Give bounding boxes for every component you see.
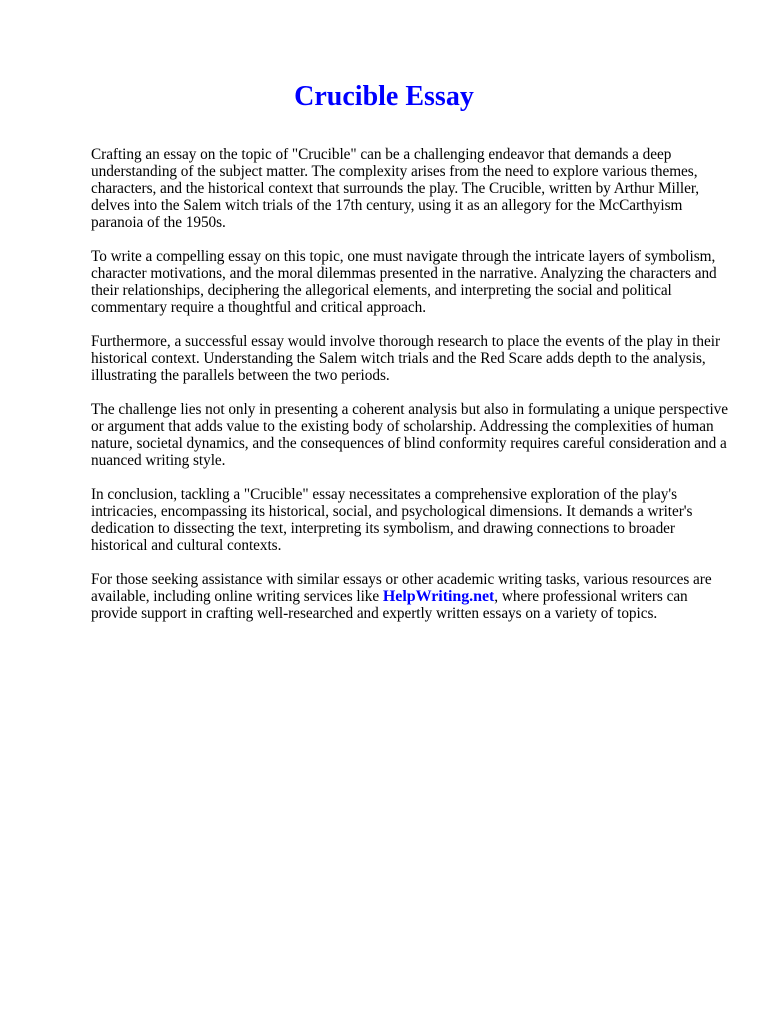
paragraph-1: Crafting an essay on the topic of "Crucible" can be a challenging endeavor that demands a deep understanding of the subject matter. The complexity arises from the need to explore various themes, characters, and the historical context that surrounds the play. The Crucible, written by Arthur Miller, delves into the Salem witch trials of the 17th century, using it as an allegory for the McCarthyism paranoia of the 1950s. <box>91 146 700 231</box>
paragraph-6-outro: , where professional writers can provide support in crafting well-researched and expertly written essays on a variety of topics. <box>91 588 688 622</box>
page-title: Crucible Essay <box>294 81 474 112</box>
paragraph-4: The challenge lies not only in presenting a coherent analysis but also in formulating a unique perspective or argument that adds value to the existing body of scholarship. Addressing the complexities of human nature, societal dynamics, and the consequences of blind conformity requires careful consideration and a nuanced writing style. <box>91 401 728 469</box>
paragraph-3: Furthermore, a successful essay would involve thorough research to place the events of the play in their historical context. Understanding the Salem witch trials and the Red Scare adds depth to the analysis, illustrating the parallels between the two periods. <box>91 333 721 384</box>
essay-body <box>91 146 731 639</box>
helpwriting-link[interactable]: HelpWriting.net <box>382 588 495 605</box>
paragraph-6 <box>91 571 731 622</box>
paragraph-5: In conclusion, tackling a "Crucible" essay necessitates a comprehensive exploration of the play's intricacies, encompassing its historical, social, and psychological dimensions. It demands a writer's dedication to dissecting the text, interpreting its symbolism, and drawing connections to broader historical and cultural contexts. <box>91 486 693 554</box>
paragraph-6-intro: For those seeking assistance with similar essays or other academic writing tasks, various resources are available, including online writing services like <box>91 571 712 605</box>
paragraph-2: To write a compelling essay on this topic, one must navigate through the intricate layers of symbolism, character motivations, and the moral dilemmas presented in the narrative. Analyzing the characters and their relationships, deciphering the allegorical elements, and interpreting the social and political commentary require a thoughtful and critical approach. <box>91 248 717 316</box>
